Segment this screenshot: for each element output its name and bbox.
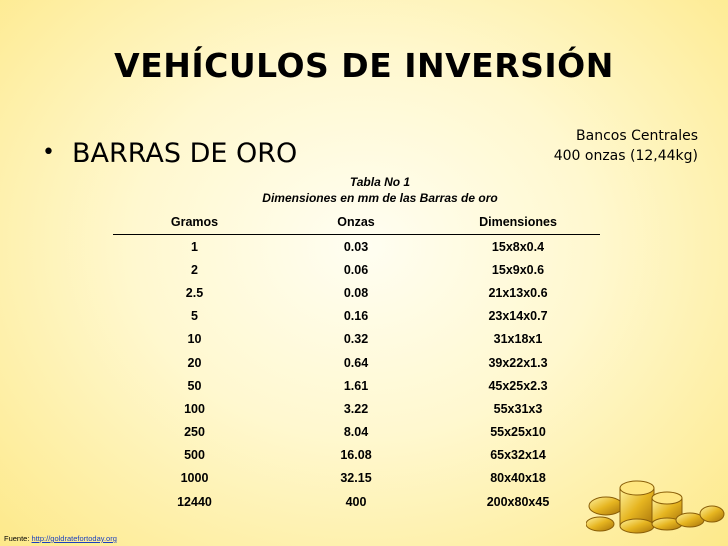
cell-grams: 2 bbox=[191, 262, 198, 277]
table-caption-subtitle: Dimensiones en mm de las Barras de oro bbox=[262, 191, 498, 205]
cell-grams: 50 bbox=[187, 378, 202, 393]
table-row bbox=[113, 374, 600, 397]
cell-grams: 1 bbox=[191, 239, 198, 254]
cell-grams: 500 bbox=[184, 448, 205, 463]
cell-ounces: 32.15 bbox=[340, 471, 372, 486]
bullet-text: BARRAS DE ORO bbox=[72, 138, 298, 169]
cell-dimensions: 200x80x45 bbox=[486, 494, 550, 509]
cell-ounces: 16.08 bbox=[340, 448, 372, 463]
cell-grams: 250 bbox=[184, 425, 205, 440]
gold-coins-stack-icon bbox=[586, 458, 726, 538]
cell-dimensions: 55x31x3 bbox=[493, 401, 543, 416]
bullet-item bbox=[42, 138, 297, 169]
slide-title: VEHÍCULOS DE INVERSIÓN bbox=[114, 46, 614, 85]
cell-dimensions: 23x14x0.7 bbox=[488, 309, 548, 324]
central-banks-note bbox=[528, 126, 698, 166]
bullet-dot-icon: • bbox=[42, 140, 55, 165]
cell-grams: 20 bbox=[187, 355, 202, 370]
table-header-row bbox=[113, 210, 600, 235]
cell-ounces: 8.04 bbox=[343, 425, 369, 440]
table-caption bbox=[160, 174, 600, 206]
cell-ounces: 0.64 bbox=[343, 355, 369, 370]
header-ounces: Onzas bbox=[337, 215, 375, 229]
table-row bbox=[113, 328, 600, 351]
cell-dimensions: 39x22x1.3 bbox=[488, 355, 548, 370]
cell-grams: 2.5 bbox=[185, 285, 204, 300]
table-row bbox=[113, 444, 600, 467]
table-row bbox=[113, 490, 600, 513]
cell-grams: 1000 bbox=[180, 471, 209, 486]
note-line-2: 400 onzas (12,44kg) bbox=[553, 148, 698, 164]
cell-ounces: 0.32 bbox=[343, 332, 369, 347]
table-row bbox=[113, 467, 600, 490]
cell-grams: 100 bbox=[184, 401, 205, 416]
table-row bbox=[113, 397, 600, 420]
source-label: Fuente: bbox=[4, 534, 30, 543]
table-body bbox=[113, 235, 600, 513]
table-caption-title: Tabla No 1 bbox=[349, 175, 411, 189]
table-row bbox=[113, 305, 600, 328]
cell-dimensions: 15x8x0.4 bbox=[491, 239, 545, 254]
cell-ounces: 0.06 bbox=[343, 262, 369, 277]
cell-dimensions: 15x9x0.6 bbox=[491, 262, 545, 277]
cell-dimensions: 55x25x10 bbox=[490, 425, 546, 440]
cell-dimensions: 21x13x0.6 bbox=[488, 285, 548, 300]
cell-ounces: 3.22 bbox=[343, 401, 369, 416]
source-link[interactable]: http://goldratefortoday.org bbox=[31, 534, 117, 543]
cell-ounces: 0.03 bbox=[343, 239, 369, 254]
table-row bbox=[113, 281, 600, 304]
cell-ounces: 400 bbox=[345, 494, 367, 509]
cell-ounces: 0.08 bbox=[343, 285, 369, 300]
header-dimensions: Dimensiones bbox=[479, 215, 557, 229]
gold-bar-dimensions-table bbox=[113, 210, 600, 513]
cell-dimensions: 31x18x1 bbox=[493, 332, 543, 347]
table-row bbox=[113, 421, 600, 444]
note-line-1: Bancos Centrales bbox=[576, 128, 698, 144]
cell-dimensions: 65x32x14 bbox=[490, 448, 546, 463]
cell-grams: 12440 bbox=[177, 494, 212, 509]
cell-grams: 10 bbox=[187, 332, 202, 347]
cell-dimensions: 80x40x18 bbox=[490, 471, 546, 486]
table-row bbox=[113, 235, 600, 258]
cell-grams: 5 bbox=[191, 309, 198, 324]
header-grams: Gramos bbox=[170, 215, 219, 229]
cell-dimensions: 45x25x2.3 bbox=[488, 378, 548, 393]
table-row bbox=[113, 258, 600, 281]
cell-ounces: 1.61 bbox=[343, 378, 369, 393]
source-credit bbox=[4, 534, 117, 543]
cell-ounces: 0.16 bbox=[343, 309, 369, 324]
table-row bbox=[113, 351, 600, 374]
